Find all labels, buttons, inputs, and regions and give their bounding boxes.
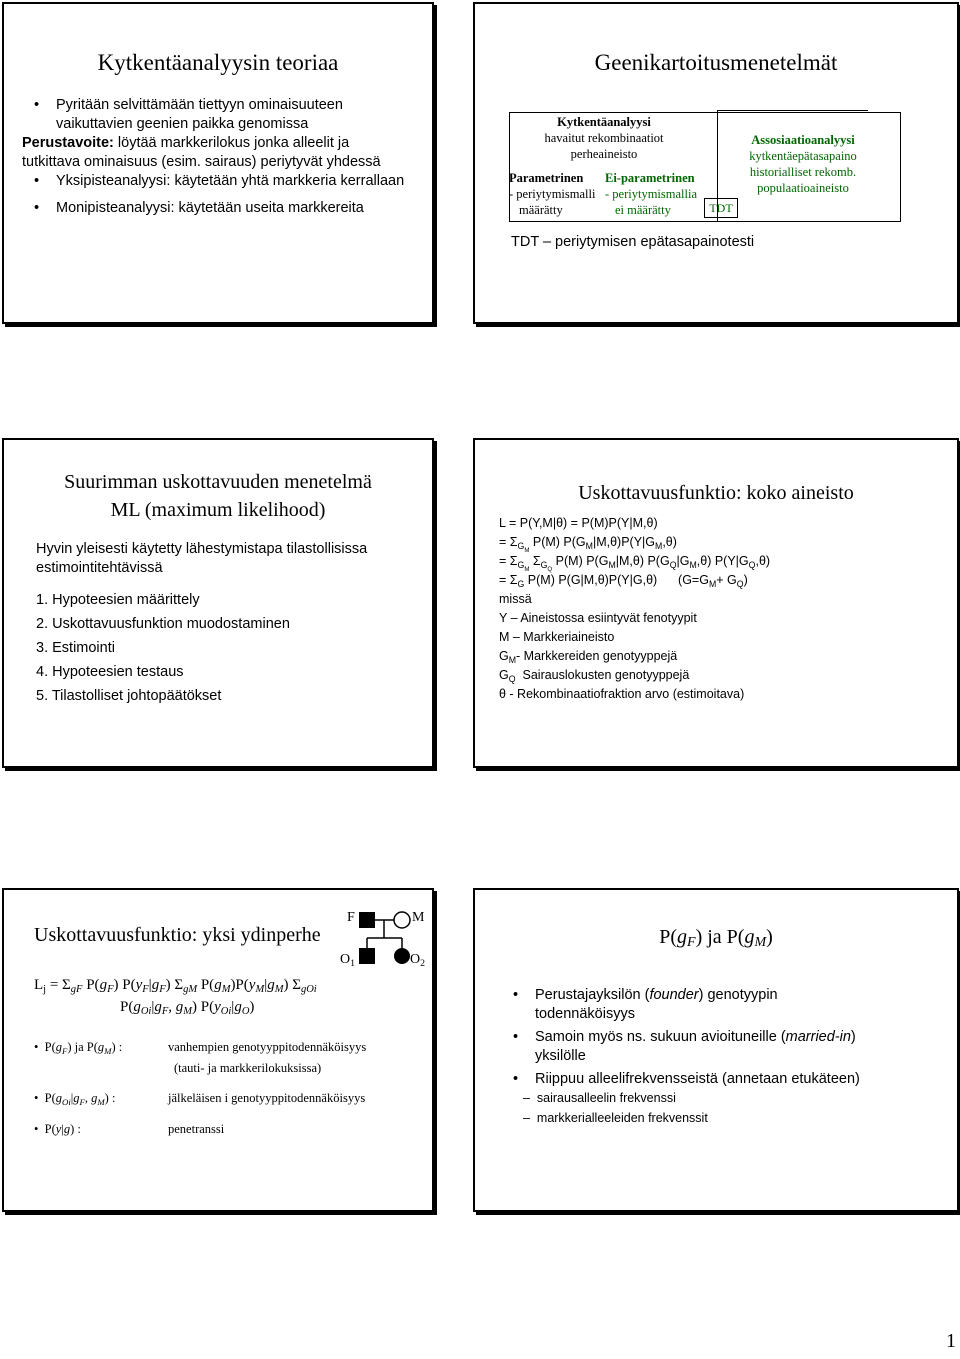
formula-line: missä: [499, 592, 532, 606]
bullet-item: • Pyritään selvittämään tiettyyn ominaisuuteen vaikuttavien geenien paikka genomissa: [34, 97, 343, 132]
linkage-analysis-line: havaitut rekombinaatiot: [544, 131, 664, 145]
association-block: [733, 132, 873, 196]
bullet-icon: •: [34, 97, 40, 113]
slide-title: Geenikartoitusmenetelmät: [594, 50, 838, 75]
bullet-icon: •: [513, 1029, 519, 1045]
association-line: kytkentäepätasapaino: [749, 149, 857, 163]
formula-line: = $\Sigma_{G_M}$ $\Sigma_{G_Q}$ P(M) $P(G_M|M,\theta)$ $P(G_Q|G_M,\theta)$ $P(Y|G_Q,\theta)$: [499, 554, 771, 573]
offspring2-circle: [394, 948, 410, 964]
nonparametric-detail: ei määrätty: [615, 203, 671, 217]
definition-term: • $P(g_F)$ ja $P(g_M)$ :: [34, 1040, 123, 1056]
formula-block: [499, 514, 949, 704]
linkage-analysis-title: Kytkentäanalyysi: [557, 115, 651, 129]
definition-text: penetranssi: [168, 1122, 225, 1136]
association-line: historialliset rekomb.: [749, 165, 857, 179]
goal-paragraph: Perustavoite: löytää markkerilokus jonka alleelit ja tutkittava ominaisuus (esim. sairaus) periytyvät yhdessä: [22, 135, 381, 170]
parametric-detail: - periytymismalli: [509, 187, 596, 201]
steps-list: [36, 588, 290, 708]
linkage-analysis-line: perheaineisto: [570, 147, 638, 161]
slide-likelihood-nuclear-family: [2, 888, 434, 1212]
bullet-icon: •: [34, 173, 40, 189]
slide-title: Uskottavuusfunktio: koko aineisto: [578, 482, 854, 504]
bullet-icon: •: [513, 987, 519, 1003]
definition-line: M – Markkeriaineisto: [499, 630, 615, 644]
pedigree-label-F: F: [347, 910, 355, 925]
step-item: 2. Uskottavuusfunktion muodostaminen: [36, 616, 290, 632]
parametric-block: [509, 170, 599, 218]
bullet-item: • Riippuu alleelifrekvensseistä (annetaan etukäteen): [513, 1071, 860, 1087]
tdt-definition: TDT – periytymisen epätasapainotesti: [511, 234, 755, 250]
slide-title: $P(g_F)$ ja $P(g_M)$: [659, 926, 773, 950]
slide-likelihood-full-data: [473, 438, 959, 768]
title-line: ML (maximum likelihood): [110, 499, 326, 521]
tdt-box: TDT: [704, 198, 738, 218]
title-line: Suurimman uskottavuuden menetelmä: [64, 471, 372, 493]
slide-gene-mapping-methods: [473, 2, 959, 324]
slide-maximum-likelihood: [2, 438, 434, 768]
definition-text: jälkeläisen i genotyyppitodennäköisyys: [168, 1091, 366, 1105]
definition-text: vanhempien genotyyppitodennäköisyys: [168, 1040, 367, 1054]
definition-term: • P(y|g) :: [34, 1122, 81, 1136]
linkage-analysis-block: [509, 114, 699, 162]
slide-title: Kytkentäanalyysin teoriaa: [97, 50, 339, 75]
slide-linkage-theory: [2, 2, 434, 324]
definition-line: $G_Q$ Sairauslokusten genotyyppejä: [499, 668, 690, 684]
step-item: 3. Estimointi: [36, 640, 115, 656]
bullet-item: • Perustajayksilön (founder) genotyypin todennäköisyys: [513, 987, 778, 1022]
step-item: 4. Hypoteesien testaus: [36, 664, 184, 680]
likelihood-formula: $L_j = \Sigma_{gF}$ $P(g_F)$ $P(y_F|g_F)$ $\Sigma_{gM}$ $P(g_M)P(y_M|g_M)$ $\Sigma_{gOi}$ $P(g_{Oi}|g_F$, $g_M$) $P(y_{Oi}|g_O)$: [34, 977, 317, 1017]
pedigree-label-M: M: [412, 910, 425, 925]
bullet-item: • Yksipisteanalyysi: käytetään yhtä markkeria kerrallaan: [34, 173, 405, 189]
sub-bullet-item: – sairausalleelin frekvenssi: [523, 1091, 676, 1105]
parametric-detail: määrätty: [519, 203, 563, 217]
nonparametric-label: Ei-parametrinen: [605, 171, 695, 185]
father-square: [359, 912, 375, 928]
association-title: Assosiaatioanalyysi: [751, 133, 855, 147]
definition-line: θ - Rekombinaatiofraktion arvo (estimoitava): [499, 687, 745, 701]
mother-circle: [394, 912, 410, 928]
bullet-icon: •: [34, 200, 40, 216]
bullet-list: [505, 986, 875, 1089]
association-line: populaatioaineisto: [757, 181, 849, 195]
definition-term: • $P(g_{Oi}|g_F$, $g_M$) :: [34, 1091, 116, 1107]
bullet-item: • Monipisteanalyysi: käytetään useita markkereita: [34, 200, 364, 216]
definition-line: Y – Aineistossa esiintyvät fenotyypit: [499, 611, 697, 625]
bullet-icon: •: [513, 1071, 519, 1087]
bullet-item: • Samoin myös ns. sukuun avioituneille (married-in) yksilölle: [513, 1029, 856, 1064]
formula-line: = $\Sigma_{G_M}$ P(M) $P(G_M|M,\theta)P(Y|G_M,\theta)$: [499, 535, 677, 554]
pedigree-label-O2: $O_2$: [410, 952, 426, 969]
offspring1-square: [359, 948, 375, 964]
bullet-list: [22, 96, 406, 218]
step-item: 1. Hypoteesien määrittely: [36, 592, 200, 608]
page-number: 1: [946, 1330, 956, 1352]
formula-line: = $\Sigma_G$ P(M) P(G|M,θ)P(Y|G,θ) $(G=G_M+ G_Q)$: [499, 573, 748, 589]
sub-bullet-list: [523, 1088, 708, 1128]
step-item: 5. Tilastolliset johtopäätökset: [36, 688, 222, 704]
sub-bullet-item: – markkerialleeleiden frekvenssit: [523, 1111, 708, 1125]
slide-title: Uskottavuusfunktio: yksi ydinperhe: [34, 924, 321, 946]
nonparametric-detail: - periytymismallia: [605, 187, 697, 201]
formula-line: L = P(Y,M|θ) = P(M)P(Y|M,θ): [499, 516, 658, 530]
intro-text: [36, 540, 406, 578]
definition-line: $G_M-$ Markkereiden genotyyppejä: [499, 649, 678, 665]
slide-title: [4, 468, 432, 524]
definition-text: (tauti- ja markkerilokuksissa): [174, 1061, 322, 1075]
slide-founder-genotype-probability: [473, 888, 959, 1212]
pedigree-label-O1: $O_1$: [340, 952, 356, 969]
parametric-label: Parametrinen: [509, 171, 584, 185]
intro-paragraph: Hyvin yleisesti käytetty lähestymistapa tilastollisissa estimointitehtävissä: [36, 541, 368, 576]
